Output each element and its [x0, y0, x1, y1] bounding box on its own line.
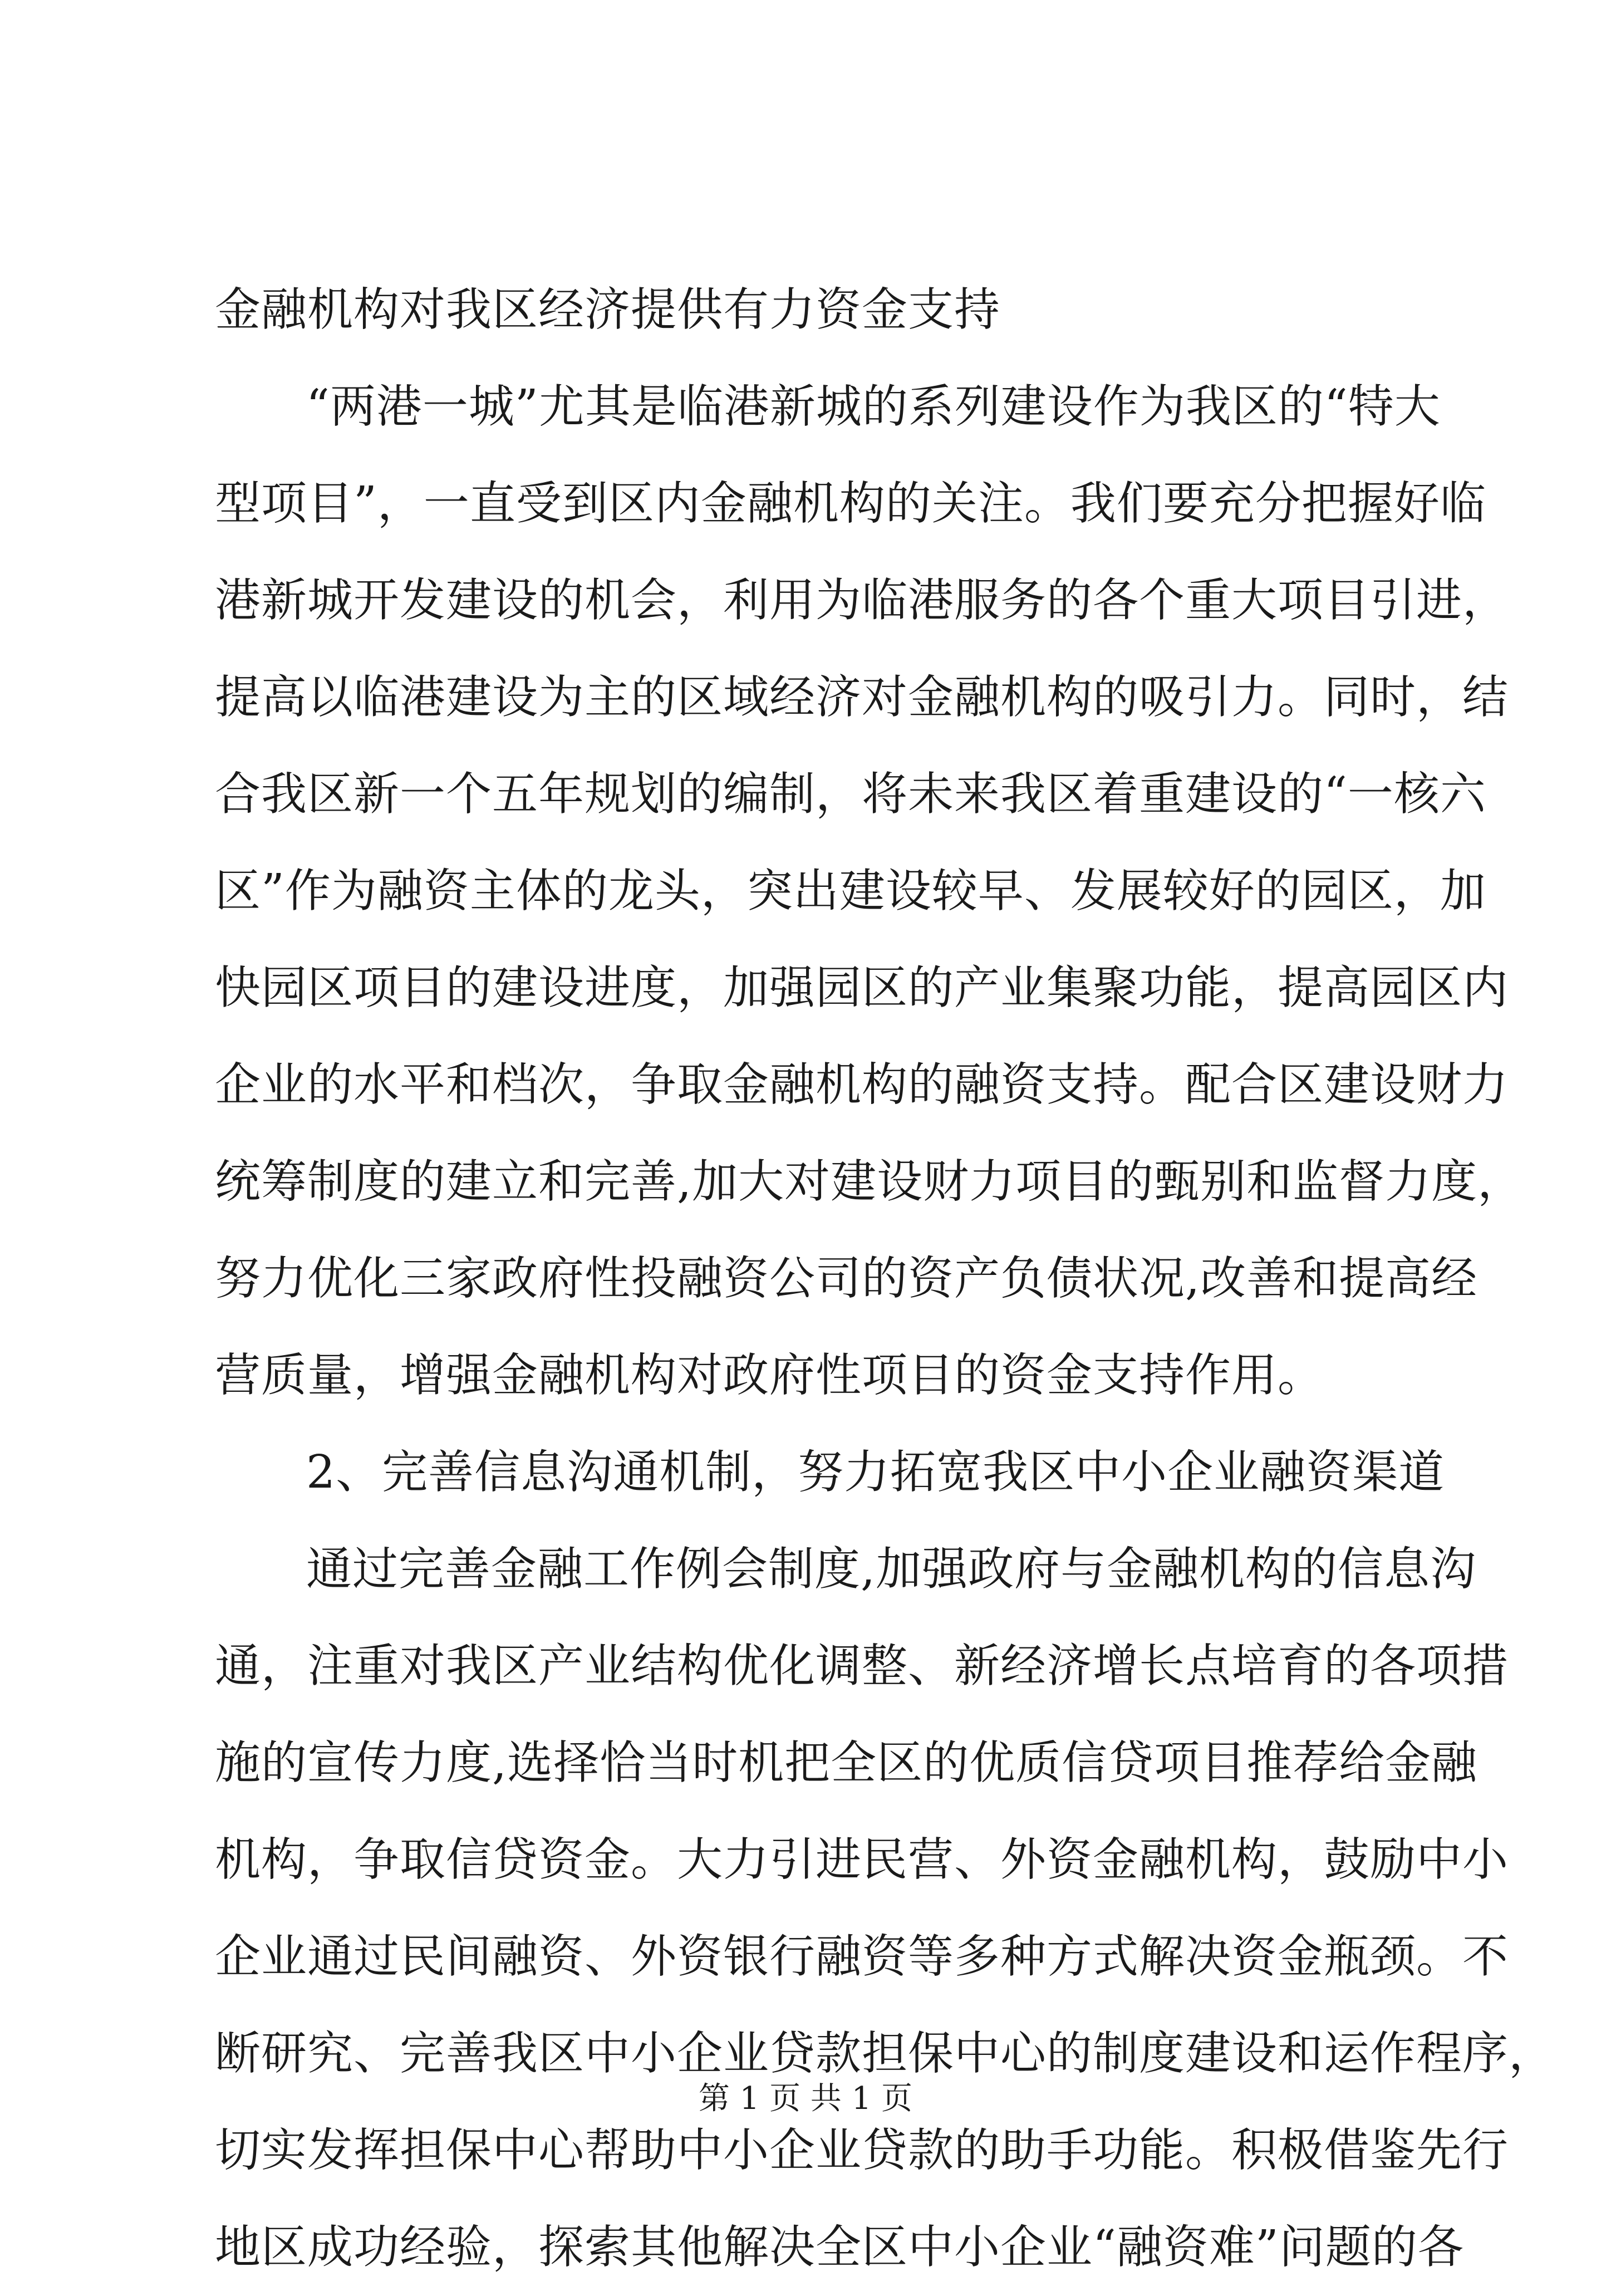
- paragraph-1-line: “两港一城”尤其是临港新城的系列建设作为我区的“特大: [306, 380, 1441, 433]
- paragraph-1-line: 合我区新一个五年规划的编制，将未来我区着重建设的“一核六: [215, 768, 1486, 821]
- paragraph-2-line: 通，注重对我区产业结构优化调整、新经济增长点培育的各项措: [215, 1640, 1509, 1692]
- paragraph-1-line: 快园区项目的建设进度，加强园区的产业集聚功能，提高园区内: [215, 961, 1509, 1014]
- paragraph-1-line: 企业的水平和档次，争取金融机构的融资支持。配合区建设财力: [215, 1058, 1509, 1111]
- paragraph-1-line: 区”作为融资主体的龙头，突出建设较早、发展较好的园区，加: [215, 865, 1486, 918]
- paragraph-2-line: 切实发挥担保中心帮助中小企业贷款的助手功能。积极借鉴先行: [215, 2124, 1509, 2177]
- paragraph-1-line: 提高以临港建设为主的区域经济对金融机构的吸引力。同时，结: [215, 671, 1509, 724]
- paragraph-2-line: 断研究、完善我区中小企业贷款担保中心的制度建设和运作程序，: [215, 2027, 1555, 2080]
- paragraph-1-line: 营质量，增强金融机构对政府性项目的资金支持作用。: [215, 1349, 1324, 1402]
- paragraph-1-line: 港新城开发建设的机会，利用为临港服务的各个重大项目引进，: [215, 574, 1509, 627]
- paragraph-1-line: 统筹制度的建立和完善,加大对建设财力项目的甄别和监督力度，: [215, 1155, 1524, 1208]
- paragraph-2-line: 地区成功经验，探索其他解决全区中小企业“融资难”问题的各: [215, 2221, 1464, 2274]
- paragraph-1-line: 努力优化三家政府性投融资公司的资产负债状况,改善和提高经: [215, 1252, 1478, 1305]
- section-heading-2: 2、完善信息沟通机制，努力拓宽我区中小企业融资渠道: [306, 1446, 1445, 1499]
- page-number-footer: 第 1 页 共 1 页: [698, 2081, 913, 2117]
- paragraph-2-line: 施的宣传力度,选择恰当时机把全区的优质信贷项目推荐给金融: [215, 1736, 1478, 1789]
- section-heading-1: 金融机构对我区经济提供有力资金支持: [215, 283, 1001, 336]
- document-body: [215, 262, 1555, 2296]
- paragraph-2-line: 机构，争取信贷资金。大力引进民营、外资金融机构，鼓励中小: [215, 1833, 1509, 1886]
- paragraph-2-line: 通过完善金融工作例会制度,加强政府与金融机构的信息沟: [306, 1543, 1477, 1596]
- paragraph-2-line: 企业通过民间融资、外资银行融资等多种方式解决资金瓶颈。不: [215, 1930, 1509, 1983]
- paragraph-1-line: 型项目”，一直受到区内金融机构的关注。我们要充分把握好临: [215, 477, 1486, 530]
